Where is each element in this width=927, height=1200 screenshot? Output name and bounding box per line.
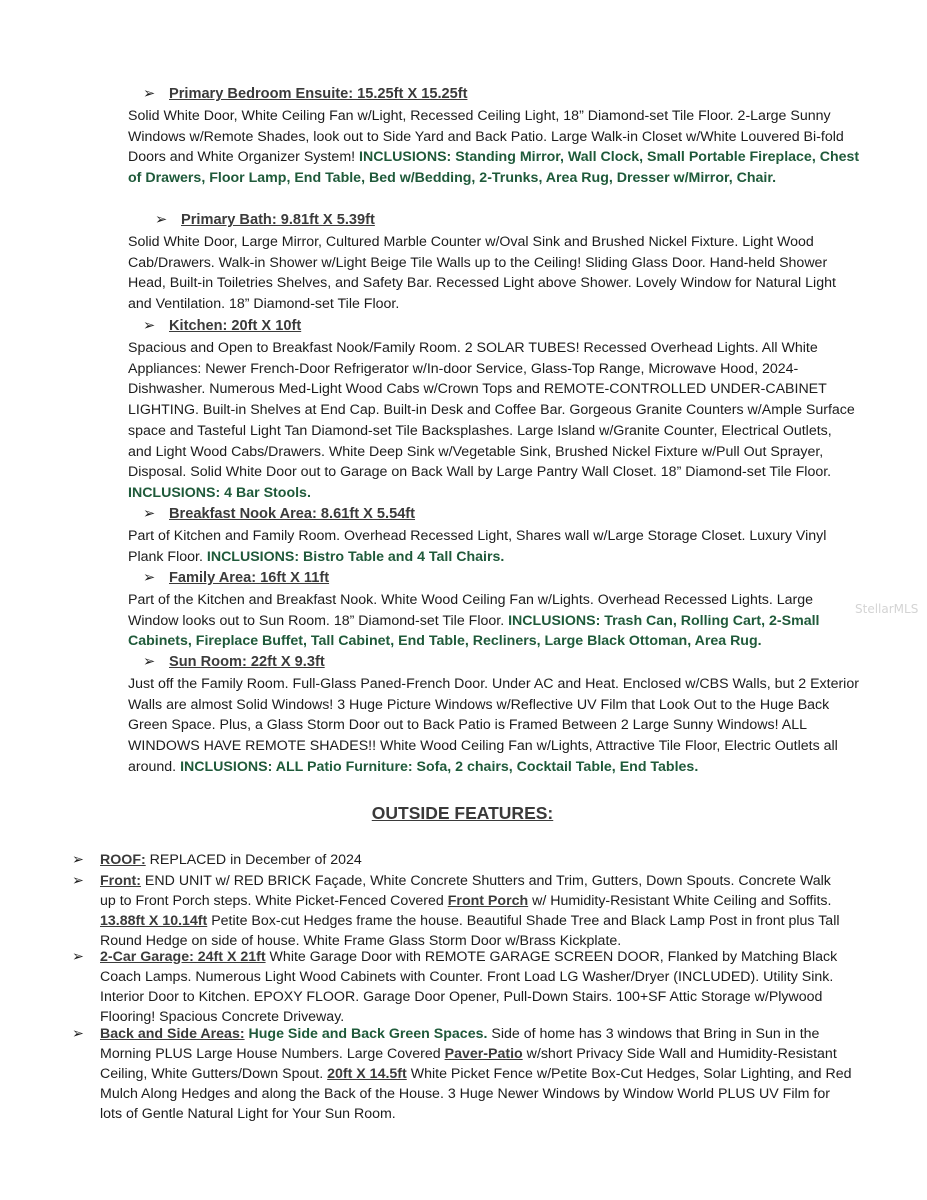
outside-item-front: ➢ Front: END UNIT w/ RED BRICK Façade, White Concrete Shutters and Trim, Gutters, Down Spouts. Concrete Walk up to Front Porch steps. White Picket-Fenced Covered Front Porch w/ Humidity-Resistant White Ceiling and Soffits. 13.88ft X 10.14ft Petite Box-cut Hedges frame the house. Beautiful Shade Tree and Black Lamp Post in front plus Tall Round Hedge on side of house. White Frame Glass Storm Door w/Brass Kickplate. [72,873,840,950]
inclusions-text: INCLUSIONS: Bistro Table and 4 Tall Chairs. [206,548,505,565]
arrow-bullet-icon: ➢ [143,654,156,670]
room-heading-primary-bath: ➢ Primary Bath: 9.81ft X 5.39ft [155,212,375,228]
room-heading-primary-bedroom: ➢ Primary Bedroom Ensuite: 15.25ft X 15.25ft [143,86,468,102]
outside-features-title: OUTSIDE FEATURES: [371,803,554,823]
arrow-bullet-icon: ➢ [143,86,156,102]
arrow-bullet-icon: ➢ [72,1026,84,1042]
room-description-kitchen: Spacious and Open to Breakfast Nook/Family Room. 2 SOLAR TUBES! Recessed Overhead Lights. All White Appliances: Newer French-Door Refrigerator w/In-door Service, Glass-Top Range, Microwave Hood, 2024-Dishwasher. Numerous Med-Light Wood Cabs w/Crown Tops and REMOTE-CONTROLLED UNDER-CABINET LIGHTING. Built-in Shelves at End Cap. Built-in Desk and Coffee Bar. Gorgeous Granite Counters w/Ample Surface space and Tasteful Light Tan Diamond-set Tile Backsplashes. Large Island w/Granite Counter, Electrical Outlets, and Light Wood Cabs/Drawers. White Deep Sink w/Vegetable Sink, Brushed Nickel Fixture w/Pull Out Sprayer, Disposal. Solid White Door out to Garage on Back Wall by Large Pantry Wall Closet. 18” Diamond-set Tile Floor. INCLUSIONS: 4 Bar Stools. [128,340,855,501]
room-description-primary-bath: Solid White Door, Large Mirror, Cultured Marble Counter w/Oval Sink and Brushed Nickel Fixture. Light Wood Cab/Drawers. Walk-in Shower w/Light Beige Tile Walls up to the Ceiling! Sliding Glass Door. Hand-held Shower Head, Built-in Toiletries Shelves, and Safety Bar. Recessed Light above Shower. Lovely Window for Natural Light and Ventilation. 18” Diamond-set Tile Floor. [128,234,836,313]
arrow-bullet-icon: ➢ [155,212,168,228]
outside-item-roof: ➢ ROOF: REPLACED in December of 2024 [100,850,840,870]
arrow-bullet-icon: ➢ [72,852,84,868]
room-heading-kitchen: ➢ Kitchen: 20ft X 10ft [143,318,302,334]
arrow-bullet-icon: ➢ [72,949,84,965]
room-heading-breakfast-nook: ➢ Breakfast Nook Area: 8.61ft X 5.54ft [143,506,416,522]
inclusions-text: INCLUSIONS: Trash Can, Rolling Cart, 2-Small Cabinets, Fireplace Buffet, Tall Cabinet, End Table, Recliners, Large Black Ottoman, Area Rug. [128,612,820,650]
room-description-primary-bedroom: Solid White Door, White Ceiling Fan w/Light, Recessed Ceiling Light, 18” Diamond-set Tile Floor. 2-Large Sunny Windows w/Remote Shades, look out to Side Yard and Back Patio. Large Walk-in Closet w/White Louvered Bi-fold Doors and White Organizer System! INCLUSIONS: Standing Mirror, Wall Clock, Small Portable Fireplace, Chest of Drawers, Floor Lamp, End Table, Bed w/Bedding, 2-Trunks, Area Rug, Dresser w/Mirror, Chair. [128,108,860,187]
inclusions-text: INCLUSIONS: Standing Mirror, Wall Clock, Small Portable Fireplace, Chest of Drawers, Floor Lamp, End Table, Bed w/Bedding, 2-Trunks, Area Rug, Dresser w/Mirror, Chair. [128,149,860,187]
outside-item-back-side: ➢ Back and Side Areas: Huge Side and Back Green Spaces. Side of home has 3 windows that Bring in Sun in the Morning PLUS Large House Numbers. Large Covered Paver-Patio w/short Privacy Side Wall and Humidity-Resistant Ceiling, White Gutters/Down Spout. 20ft X 14.5ft White Picket Fence w/Petite Box-Cut Hedges, Solar Lighting, and Red Mulch Along Hedges and along the Back of the House. 3 Huge Newer Windows by Window World PLUS UV Film for lots of Gentle Natural Light for Your Sun Room. [72,1026,852,1123]
arrow-bullet-icon: ➢ [143,506,156,522]
room-description-sun-room: Just off the Family Room. Full-Glass Paned-French Door. Under AC and Heat. Enclosed w/CBS Walls, but 2 Exterior Walls are almost Solid Windows! 3 Huge Picture Windows w/Reflective UV Film that Look Out to the Huge Back Green Space. Plus, a Glass Storm Door out to Back Patio is Framed Between 2 Large Sunny Windows! ALL WINDOWS HAVE REMOTE SHADES!! White Wood Ceiling Fan w/Lights, Attractive Tile Floor, Electric Outlets all around. INCLUSIONS: ALL Patio Furniture: Sofa, 2 chairs, Cocktail Table, End Tables. [128,676,859,775]
room-heading-sun-room: ➢ Sun Room: 22ft X 9.3ft [143,654,325,670]
watermark: StellarMLS [855,602,919,616]
outside-item-garage: ➢ 2-Car Garage: 24ft X 21ft White Garage Door with REMOTE GARAGE SCREEN DOOR, Flanked by Matching Black Coach Lamps. Numerous Light Wood Cabinets with Counter. Front Load LG Washer/Dryer (INCLUDED). Utility Sink. Interior Door to Kitchen. EPOXY FLOOR. Garage Door Opener, Pull-Down Stairs. 100+SF Attic Storage w/Plywood Flooring! Spacious Concrete Driveway. [72,949,838,1026]
inclusions-text: INCLUSIONS: 4 Bar Stools. [128,484,311,501]
room-description-family-area: Part of the Kitchen and Breakfast Nook. White Wood Ceiling Fan w/Lights. Overhead Recessed Lights. Large Window looks out to Sun Room. 18” Diamond-set Tile Floor. INCLUSIONS: Trash Can, Rolling Cart, 2-Small Cabinets, Fireplace Buffet, Tall Cabinet, End Table, Recliners, Large Black Ottoman, Area Rug. [128,592,820,650]
arrow-bullet-icon: ➢ [143,318,156,334]
inclusions-text: INCLUSIONS: ALL Patio Furniture: Sofa, 2 chairs, Cocktail Table, End Tables. [180,758,699,775]
document-page [10,10,919,1190]
room-heading-family-area: ➢ Family Area: 16ft X 11ft [143,570,330,586]
arrow-bullet-icon: ➢ [143,570,156,586]
room-description-breakfast-nook: Part of Kitchen and Family Room. Overhead Recessed Light, Shares wall w/Large Storage Closet. Luxury Vinyl Plank Floor. INCLUSIONS: Bistro Table and 4 Tall Chairs. [128,528,827,565]
arrow-bullet-icon: ➢ [72,873,84,889]
